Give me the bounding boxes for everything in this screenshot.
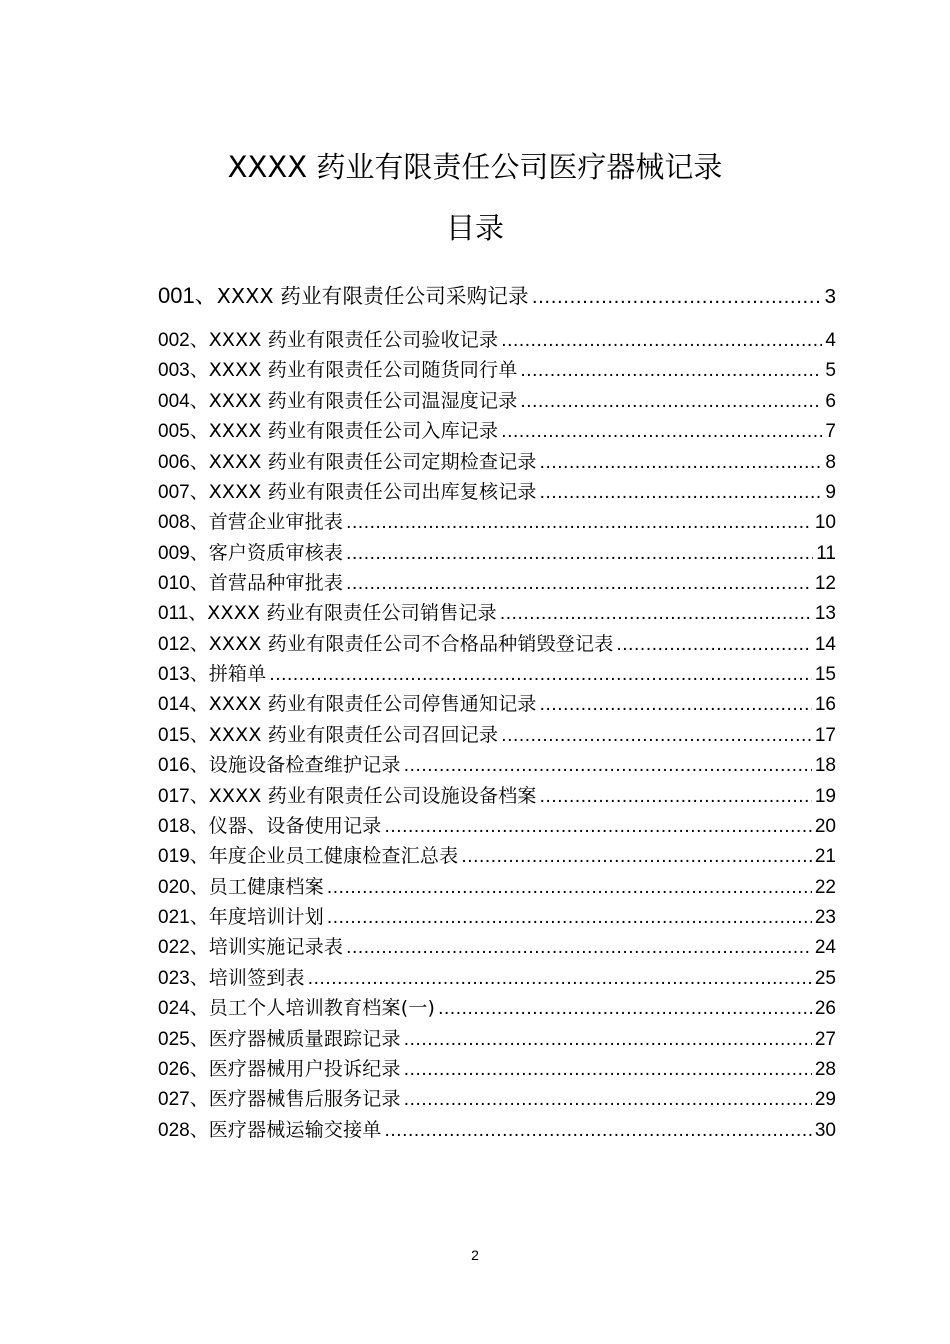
toc-entry-title: 培训实施记录表 — [208, 936, 344, 959]
toc-entry-number: 008、 — [158, 512, 209, 534]
page-number: 2 — [471, 1247, 479, 1263]
toc-entry-number: 009、 — [158, 542, 209, 564]
toc-entry[interactable] — [158, 782, 836, 810]
toc-entry-title: 医疗器械售后服务记录 — [208, 1088, 401, 1111]
toc-entry-page: 22 — [814, 876, 836, 898]
toc-entry-page: 24 — [814, 937, 836, 959]
toc-entry[interactable] — [158, 508, 836, 536]
toc-entry[interactable] — [158, 994, 836, 1022]
toc-entry[interactable] — [158, 280, 836, 312]
toc-leader-dots — [346, 934, 812, 961]
toc-entry-page: 10 — [814, 512, 836, 534]
toc-entry-page: 17 — [814, 724, 836, 746]
toc-entry-title: 设施设备检查维护记录 — [208, 754, 401, 777]
toc-entry-page: 27 — [814, 1028, 836, 1050]
toc-leader-dots — [404, 1056, 812, 1083]
toc-entry-page: 9 — [825, 481, 836, 503]
toc-entry[interactable] — [158, 630, 836, 658]
toc-entry-number: 005、 — [158, 421, 209, 443]
toc-entry-title: 医疗器械用户投诉纪录 — [208, 1057, 401, 1080]
toc-leader-dots — [327, 904, 812, 931]
toc-entry[interactable] — [158, 478, 836, 506]
toc-entry-number: 021、 — [158, 907, 209, 928]
toc-entry-page: 28 — [814, 1058, 836, 1080]
toc-entry-title: 医疗器械质量跟踪记录 — [208, 1027, 401, 1050]
toc-entry-number: 010、 — [158, 573, 209, 594]
toc-entry-page: 20 — [814, 815, 836, 837]
toc-entry[interactable] — [158, 751, 836, 779]
toc-entry-page: 15 — [814, 664, 836, 686]
toc-leader-dots — [404, 1086, 812, 1113]
toc-leader-dots — [520, 388, 822, 415]
toc-entry[interactable] — [158, 690, 836, 718]
toc-entry-title: XXXX 药业有限责任公司设施设备档案 — [208, 784, 537, 807]
toc-entry-number: 020、 — [158, 876, 209, 898]
toc-entry[interactable] — [158, 964, 836, 992]
toc-entry[interactable] — [158, 721, 836, 749]
toc-leader-dots — [616, 631, 811, 658]
toc-entry-page: 8 — [825, 451, 836, 473]
toc-entry-page: 23 — [814, 907, 836, 928]
toc-entry-page: 29 — [814, 1089, 836, 1111]
toc-entry[interactable] — [158, 326, 836, 354]
toc-entry-number: 014、 — [158, 694, 209, 716]
toc-entry-title: XXXX 药业有限责任公司随货同行单 — [208, 359, 518, 382]
toc-entry-page: 25 — [814, 967, 836, 989]
toc-leader-dots — [438, 995, 812, 1022]
document-title: XXXX 药业有限责任公司医疗器械记录 — [227, 150, 723, 184]
toc-leader-dots — [461, 843, 812, 870]
toc-entry-title: 客户资质审核表 — [208, 541, 344, 564]
toc-leader-dots — [404, 752, 812, 779]
toc-entry-number: 015、 — [158, 724, 209, 746]
toc-entry-page: 3 — [824, 285, 836, 308]
toc-entry-title: XXXX 药业有限责任公司定期检查记录 — [208, 450, 537, 473]
toc-entry-title: XXXX 药业有限责任公司停售通知记录 — [208, 693, 537, 716]
toc-entry-page: 30 — [814, 1119, 836, 1141]
toc-entry-page: 13 — [814, 603, 836, 625]
toc-entry-number: 027、 — [158, 1089, 209, 1111]
toc-entry[interactable] — [158, 539, 836, 567]
toc-entry[interactable] — [158, 448, 836, 476]
toc-entry-title: 仪器、设备使用记录 — [208, 814, 382, 837]
toc-entry-number: 002、 — [158, 330, 209, 351]
toc-entry-page: 16 — [814, 694, 836, 716]
toc-entry-title: 首营品种审批表 — [208, 572, 344, 594]
toc-entry-title: XXXX 药业有限责任公司温湿度记录 — [208, 389, 518, 412]
toc-entry-title: 拼箱单 — [208, 663, 267, 686]
toc-entry[interactable] — [158, 417, 836, 445]
toc-entry-number: 004、 — [158, 390, 209, 412]
toc-leader-dots — [346, 540, 813, 567]
toc-entry[interactable] — [158, 1055, 836, 1083]
toc-entry-title: 年度企业员工健康检查汇总表 — [208, 845, 459, 868]
toc-entry[interactable] — [158, 387, 836, 415]
toc-entry-number: 025、 — [158, 1028, 209, 1050]
toc-leader-dots — [540, 691, 812, 718]
toc-leader-dots — [404, 1026, 812, 1053]
toc-entry-number: 028、 — [158, 1119, 209, 1141]
toc-entry-title: XXXX 药业有限责任公司出库复核记录 — [208, 480, 537, 503]
toc-entry-number: 012、 — [158, 633, 209, 655]
toc-entry-number: 019、 — [158, 846, 209, 868]
toc-entry-title: XXXX 药业有限责任公司不合格品种销毁登记表 — [208, 632, 614, 655]
toc-entry-page: 26 — [814, 998, 836, 1020]
toc-entry-page: 6 — [825, 390, 836, 412]
toc-entry-page: 4 — [825, 330, 836, 351]
toc-leader-dots — [532, 281, 822, 312]
toc-entry[interactable] — [158, 569, 836, 597]
toc-entry[interactable] — [158, 903, 836, 931]
toc-leader-dots — [346, 509, 812, 536]
toc-entry-title: 医疗器械运输交接单 — [208, 1118, 382, 1141]
toc-leader-dots — [501, 722, 812, 749]
toc-entry-title: XXXX 药业有限责任公司入库记录 — [208, 420, 499, 443]
toc-entry-number: 018、 — [158, 815, 209, 837]
toc-entry-number: 022、 — [158, 937, 209, 959]
toc-leader-dots — [308, 965, 812, 992]
toc-entry-title: 员工个人培训教育档案(一) — [208, 997, 436, 1020]
toc-entry-page: 5 — [825, 360, 836, 382]
toc-entry-title: 培训签到表 — [208, 966, 305, 989]
toc-leader-dots — [540, 449, 823, 476]
toc-entry-page: 19 — [814, 785, 836, 807]
toc-entry-page: 21 — [814, 846, 836, 868]
toc-leader-dots — [385, 813, 812, 840]
toc-entry-page: 11 — [816, 542, 836, 564]
toc-entry-number: 023、 — [158, 967, 209, 989]
toc-entry-number: 026、 — [158, 1058, 209, 1080]
toc-leader-dots — [346, 570, 812, 597]
toc-entry[interactable] — [158, 812, 836, 840]
toc-entry-title: 年度培训计划 — [208, 906, 324, 928]
toc-entry[interactable] — [158, 599, 836, 627]
toc-entry-number: 006、 — [158, 451, 209, 473]
toc-entry[interactable] — [158, 873, 836, 901]
toc-entry[interactable] — [158, 660, 836, 688]
toc-entry-title: 首营企业审批表 — [208, 511, 344, 534]
toc-entry[interactable] — [158, 1085, 836, 1113]
toc-entry-page: 7 — [825, 421, 836, 443]
toc-leader-dots — [520, 357, 822, 384]
toc-entry-page: 14 — [814, 633, 836, 655]
toc-leader-dots — [501, 418, 822, 445]
toc-leader-dots — [327, 874, 812, 901]
toc-entry-number: 016、 — [158, 755, 209, 777]
toc-leader-dots — [540, 479, 823, 506]
toc-entry-number: 001、 — [158, 283, 217, 308]
toc-leader-dots — [500, 600, 812, 627]
toc-entry-title: XXXX 药业有限责任公司销售记录 — [207, 602, 497, 625]
toc-entry-number: 013、 — [158, 664, 209, 686]
toc-entry-number: 017、 — [158, 785, 209, 807]
toc-entry[interactable] — [158, 1025, 836, 1053]
toc-entry-title: 员工健康档案 — [208, 875, 324, 898]
toc-entry[interactable] — [158, 1116, 836, 1144]
toc-entry-number: 024、 — [158, 998, 209, 1020]
toc-entry[interactable] — [158, 356, 836, 384]
toc-entry-number: 011、 — [158, 603, 208, 625]
toc-entry[interactable] — [158, 842, 836, 870]
toc-leader-dots — [385, 1117, 812, 1144]
toc-entry-page: 12 — [814, 573, 836, 594]
toc-entry-title: XXXX 药业有限责任公司验收记录 — [208, 329, 499, 351]
toc-entry-number: 007、 — [158, 481, 209, 503]
toc-leader-dots — [501, 327, 822, 354]
toc-entry[interactable] — [158, 933, 836, 961]
toc-entry-page: 18 — [814, 755, 836, 777]
toc-entry-title: XXXX 药业有限责任公司采购记录 — [216, 284, 529, 308]
toc-entry-number: 003、 — [158, 360, 209, 382]
toc-leader-dots — [540, 783, 812, 810]
toc-leader-dots — [269, 661, 812, 688]
toc-entry-title: XXXX 药业有限责任公司召回记录 — [208, 723, 499, 746]
toc-heading: 目录 — [445, 211, 504, 245]
